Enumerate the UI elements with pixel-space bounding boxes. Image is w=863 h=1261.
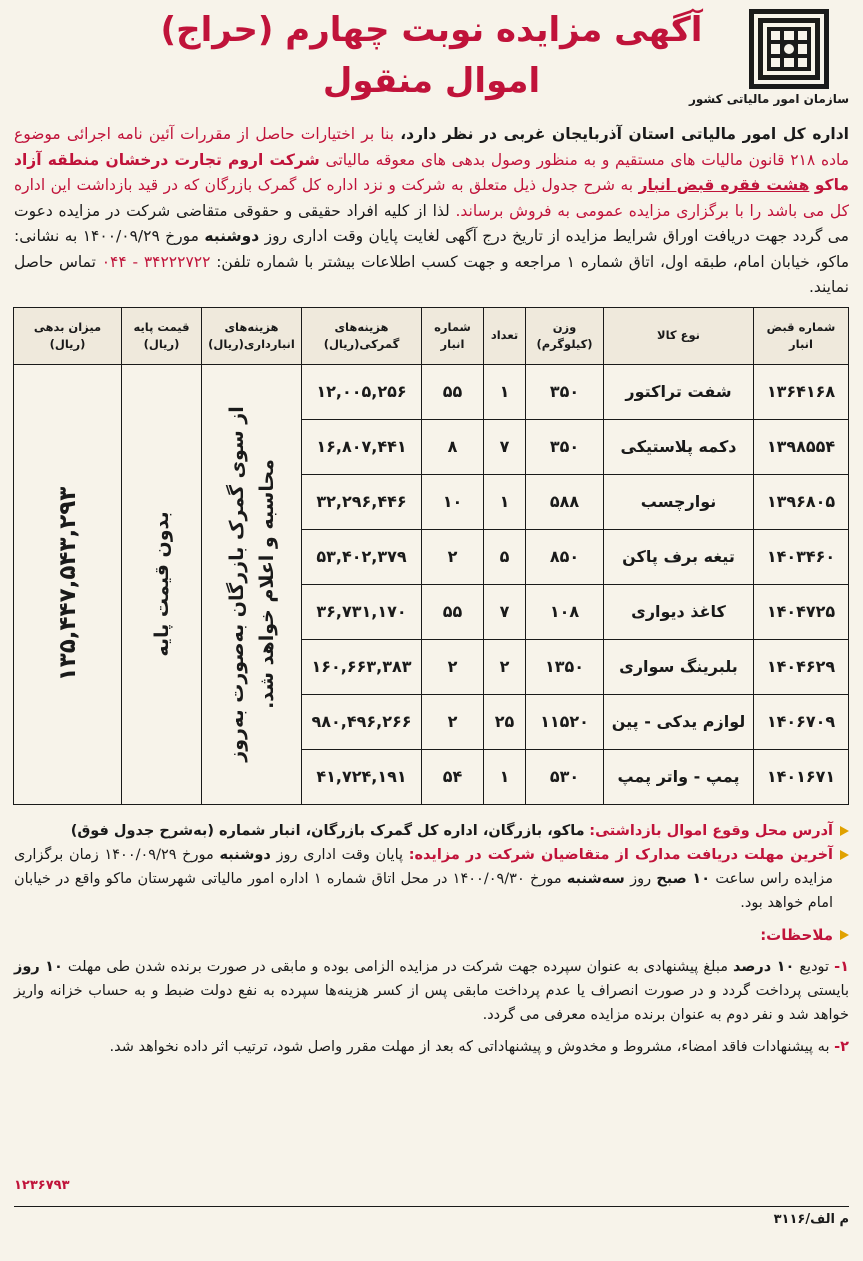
intro-part-1: اداره کل امور مالیاتی استان آذربایجان غربی در نظر دارد، bbox=[400, 125, 849, 143]
cell-goods: تیغه برف پاکن bbox=[604, 529, 754, 584]
deadline-text-4: مورخ ۱۴۰۰/۰۹/۳۰ در محل اتاق شماره ۱ اداره امور مالیاتی شهرستان ماکو واقع در خیابان امام خواهد بود. bbox=[14, 870, 833, 911]
cell-weight: ۸۵۰ bbox=[526, 529, 604, 584]
goods-table bbox=[13, 307, 849, 805]
cell-warehouse: ۵۵ bbox=[422, 364, 484, 419]
intro-part-10: تماس حاصل نمایند. bbox=[14, 252, 849, 296]
address-value: ماکو، بازرگان، اداره کل گمرک بازرگان، انبار شماره (به‌شرح جدول فوق) bbox=[70, 822, 585, 839]
cell-weight: ۳۵۰ bbox=[526, 364, 604, 419]
remark-2-text: به پیشنهادات فاقد امضاء، مشروط و مخدوش و پیشنهاداتی که بعد از مهلت مقرر واصل شود، ترتیب اثر داده نخواهد شد. bbox=[109, 1038, 830, 1055]
cell-qty: ۱ bbox=[484, 364, 526, 419]
header-goods: نوع کالا bbox=[604, 307, 754, 364]
deadline-row bbox=[14, 843, 849, 915]
notes-section bbox=[14, 819, 849, 1059]
org-name: سازمان امور مالیاتی کشور bbox=[688, 92, 849, 106]
cell-goods: بلبرینگ سواری bbox=[604, 639, 754, 694]
header-qty: تعداد bbox=[484, 307, 526, 364]
cell-customs: ۱۶,۸۰۷,۴۴۱ bbox=[302, 419, 422, 474]
header-warehouse: شماره انبار bbox=[422, 307, 484, 364]
cell-qty: ۲ bbox=[484, 639, 526, 694]
cell-qty: ۱ bbox=[484, 749, 526, 804]
deadline-text-2: مورخ ۱۴۰۰/۰۹/۲۹ زمان برگزاری مزایده راس ساعت bbox=[14, 846, 834, 887]
cell-weight: ۳۵۰ bbox=[526, 419, 604, 474]
cell-debt-merged bbox=[14, 364, 122, 804]
address-row bbox=[14, 819, 849, 843]
remark-2 bbox=[14, 1035, 849, 1059]
intro-part-2: بنا بر اختیارات حاصل از مقررات آئین نامه اجرائی موضوع ماده ۲۱۸ قانون مالیات های مستقیم و به منظور وصول بدهی های معوقه مالیاتی bbox=[14, 125, 849, 169]
header-weight: وزن (کیلوگرم) bbox=[526, 307, 604, 364]
intro-part-8: مورخ ۱۴۰۰/۰۹/۲۹ به نشانی: ماکو، خیابان امام، طبقه اول، اتاق شماره ۱ مراجعه و جهت کسب اطلاعات بیشتر با شماره تلفن: bbox=[14, 227, 849, 271]
deadline-label: آخرین مهلت دریافت مدارک از متقاضیان شرکت در مزایده: bbox=[408, 846, 834, 863]
cell-base-price-merged bbox=[122, 364, 202, 804]
base-price-merged-text: بدون قیمت پایه bbox=[150, 511, 173, 657]
cell-customs: ۱۲,۰۰۵,۲۵۶ bbox=[302, 364, 422, 419]
header-receipt: شماره قبض انبار bbox=[754, 307, 849, 364]
bullet-triangle-icon bbox=[840, 826, 849, 836]
auction-notice bbox=[6, 4, 857, 1256]
cell-receipt: ۱۳۹۶۸۰۵ bbox=[754, 474, 849, 529]
cell-weight: ۱۱۵۲۰ bbox=[526, 694, 604, 749]
cell-goods: دکمه پلاستیکی bbox=[604, 419, 754, 474]
cell-warehouse: ۸ bbox=[422, 419, 484, 474]
page-subtitle: اموال منقول bbox=[322, 61, 541, 101]
cell-weight: ۱۰۸ bbox=[526, 584, 604, 639]
cell-receipt: ۱۳۶۴۱۶۸ bbox=[754, 364, 849, 419]
title-block bbox=[156, 4, 707, 106]
cell-qty: ۱ bbox=[484, 474, 526, 529]
cell-warehouse: ۵۴ bbox=[422, 749, 484, 804]
cell-customs: ۵۳,۴۰۲,۳۷۹ bbox=[302, 529, 422, 584]
remarks-title: ملاحظات: bbox=[760, 925, 833, 944]
cell-goods: شفت تراکتور bbox=[604, 364, 754, 419]
cell-qty: ۵ bbox=[484, 529, 526, 584]
intro-phone: ۳۴۲۲۲۷۲۲ - ۰۴۴ bbox=[101, 252, 211, 271]
intro-company-name: شرکت اروم تجارت درخشان منطقه آزاد ماکو bbox=[14, 150, 849, 194]
cell-warehouse: ۲ bbox=[422, 639, 484, 694]
storage-merged-text: از سوی گمرک بازرگان به‌صورت به‌روز محاسبه و اعلام خواهد شد. bbox=[225, 406, 278, 762]
remark-1-e: بایستی پرداخت گردد و در صورت انصراف یا عدم پرداخت مابقی پس از کسر هزینه‌ها سپرده به نفع دولت ضبط و به حساب خزانه واریز خواهد شد و نفر دوم به عنوان برنده مزایده معرفی می گردد. bbox=[14, 982, 849, 1023]
cell-receipt: ۱۳۹۸۵۵۴ bbox=[754, 419, 849, 474]
remark-1-number: ۱- bbox=[834, 958, 849, 975]
intro-paragraph bbox=[14, 122, 849, 301]
cell-weight: ۵۸۸ bbox=[526, 474, 604, 529]
remark-1-c: مبلغ پیشنهادی به عنوان سپرده جهت شرکت در مزایده الزامی بوده و مابقی در صورت برنده شدن طی مهلت bbox=[67, 958, 728, 975]
deadline-day: دوشنبه bbox=[219, 846, 271, 863]
cell-customs: ۱۶۰,۶۶۳,۳۸۳ bbox=[302, 639, 422, 694]
intro-day: دوشنبه bbox=[204, 227, 260, 245]
cell-receipt: ۱۴۰۴۶۲۹ bbox=[754, 639, 849, 694]
remark-1 bbox=[14, 955, 849, 1027]
intro-part-5: به شرح جدول ذیل متعلق به شرکت و نزد اداره کل گمرک بازرگان که در قید بازداشت این اداره کل می باشد را با برگزاری مزایده عمومی به فروش برساند. bbox=[14, 176, 849, 220]
header-customs: هزینه‌های گمرکی(ریال) bbox=[302, 307, 422, 364]
cell-customs: ۳۲,۲۹۶,۴۴۶ bbox=[302, 474, 422, 529]
cell-warehouse: ۲ bbox=[422, 529, 484, 584]
deadline-text-3: روز bbox=[630, 870, 652, 887]
cell-weight: ۵۳۰ bbox=[526, 749, 604, 804]
remark-2-number: ۲- bbox=[834, 1038, 849, 1055]
remarks-title-row bbox=[14, 923, 849, 947]
header-debt: میزان بدهی (ریال) bbox=[14, 307, 122, 364]
footer-divider bbox=[14, 1206, 849, 1207]
cell-warehouse: ۱۰ bbox=[422, 474, 484, 529]
cell-receipt: ۱۴۰۳۴۶۰ bbox=[754, 529, 849, 584]
intro-receipt-count: هشت فقره قبض انبار bbox=[638, 176, 810, 194]
cell-warehouse: ۲ bbox=[422, 694, 484, 749]
table-header-row bbox=[14, 307, 849, 364]
bullet-triangle-icon bbox=[840, 930, 849, 940]
remark-1-d: ۱۰ روز bbox=[14, 958, 63, 975]
cell-weight: ۱۳۵۰ bbox=[526, 639, 604, 694]
cell-qty: ۲۵ bbox=[484, 694, 526, 749]
bullet-triangle-icon bbox=[840, 850, 849, 860]
cell-goods: پمپ - واتر پمپ bbox=[604, 749, 754, 804]
address-label: آدرس محل وقوع اموال بازداشتی: bbox=[589, 822, 833, 839]
header-storage: هزینه‌های انبارداری(ریال) bbox=[202, 307, 302, 364]
intro-part-6: لذا از کلیه افراد حقیقی و حقوقی متقاضی شرکت در مزایده دعوت می گردد جهت دریافت اوراق شرایط مزایده از تاریخ درج آگهی لغایت پایان وقت اداری روز bbox=[14, 201, 849, 245]
remark-1-a: تودیع bbox=[799, 958, 830, 975]
cell-qty: ۷ bbox=[484, 584, 526, 639]
cell-goods: لوازم یدکی - پین bbox=[604, 694, 754, 749]
page-title: آگهی مزایده نوبت چهارم (حراج) bbox=[160, 10, 703, 50]
debt-merged-text: ۱۳۵,۴۴۷,۵۴۳,۲۹۳ bbox=[54, 486, 81, 682]
cell-warehouse: ۵۵ bbox=[422, 584, 484, 639]
tax-organization-logo-icon bbox=[748, 8, 830, 90]
deadline-time: ۱۰ صبح bbox=[656, 870, 711, 887]
cell-receipt: ۱۴۰۶۷۰۹ bbox=[754, 694, 849, 749]
cell-goods: نوارچسب bbox=[604, 474, 754, 529]
footer bbox=[14, 1178, 849, 1250]
logo-area bbox=[688, 8, 849, 106]
cell-customs: ۹۸۰,۴۹۶,۲۶۶ bbox=[302, 694, 422, 749]
deadline-day-2: سه‌شنبه bbox=[566, 870, 625, 887]
cell-goods: کاغذ دیواری bbox=[604, 584, 754, 639]
ad-code-right: م الف/۳۱۱۶ bbox=[773, 1212, 849, 1227]
cell-receipt: ۱۴۰۴۷۲۵ bbox=[754, 584, 849, 639]
header bbox=[6, 4, 857, 122]
table-row bbox=[14, 364, 849, 419]
cell-customs: ۴۱,۷۲۴,۱۹۱ bbox=[302, 749, 422, 804]
cell-storage-merged bbox=[202, 364, 302, 804]
ad-code-left: ۱۲۳۶۷۹۳ bbox=[14, 1178, 70, 1193]
cell-customs: ۳۶,۷۳۱,۱۷۰ bbox=[302, 584, 422, 639]
deadline-text-1: پایان وقت اداری روز bbox=[276, 846, 404, 863]
cell-receipt: ۱۴۰۱۶۷۱ bbox=[754, 749, 849, 804]
cell-qty: ۷ bbox=[484, 419, 526, 474]
header-base-price: قیمت پایه (ریال) bbox=[122, 307, 202, 364]
remark-1-b: ۱۰ درصد bbox=[732, 958, 795, 975]
